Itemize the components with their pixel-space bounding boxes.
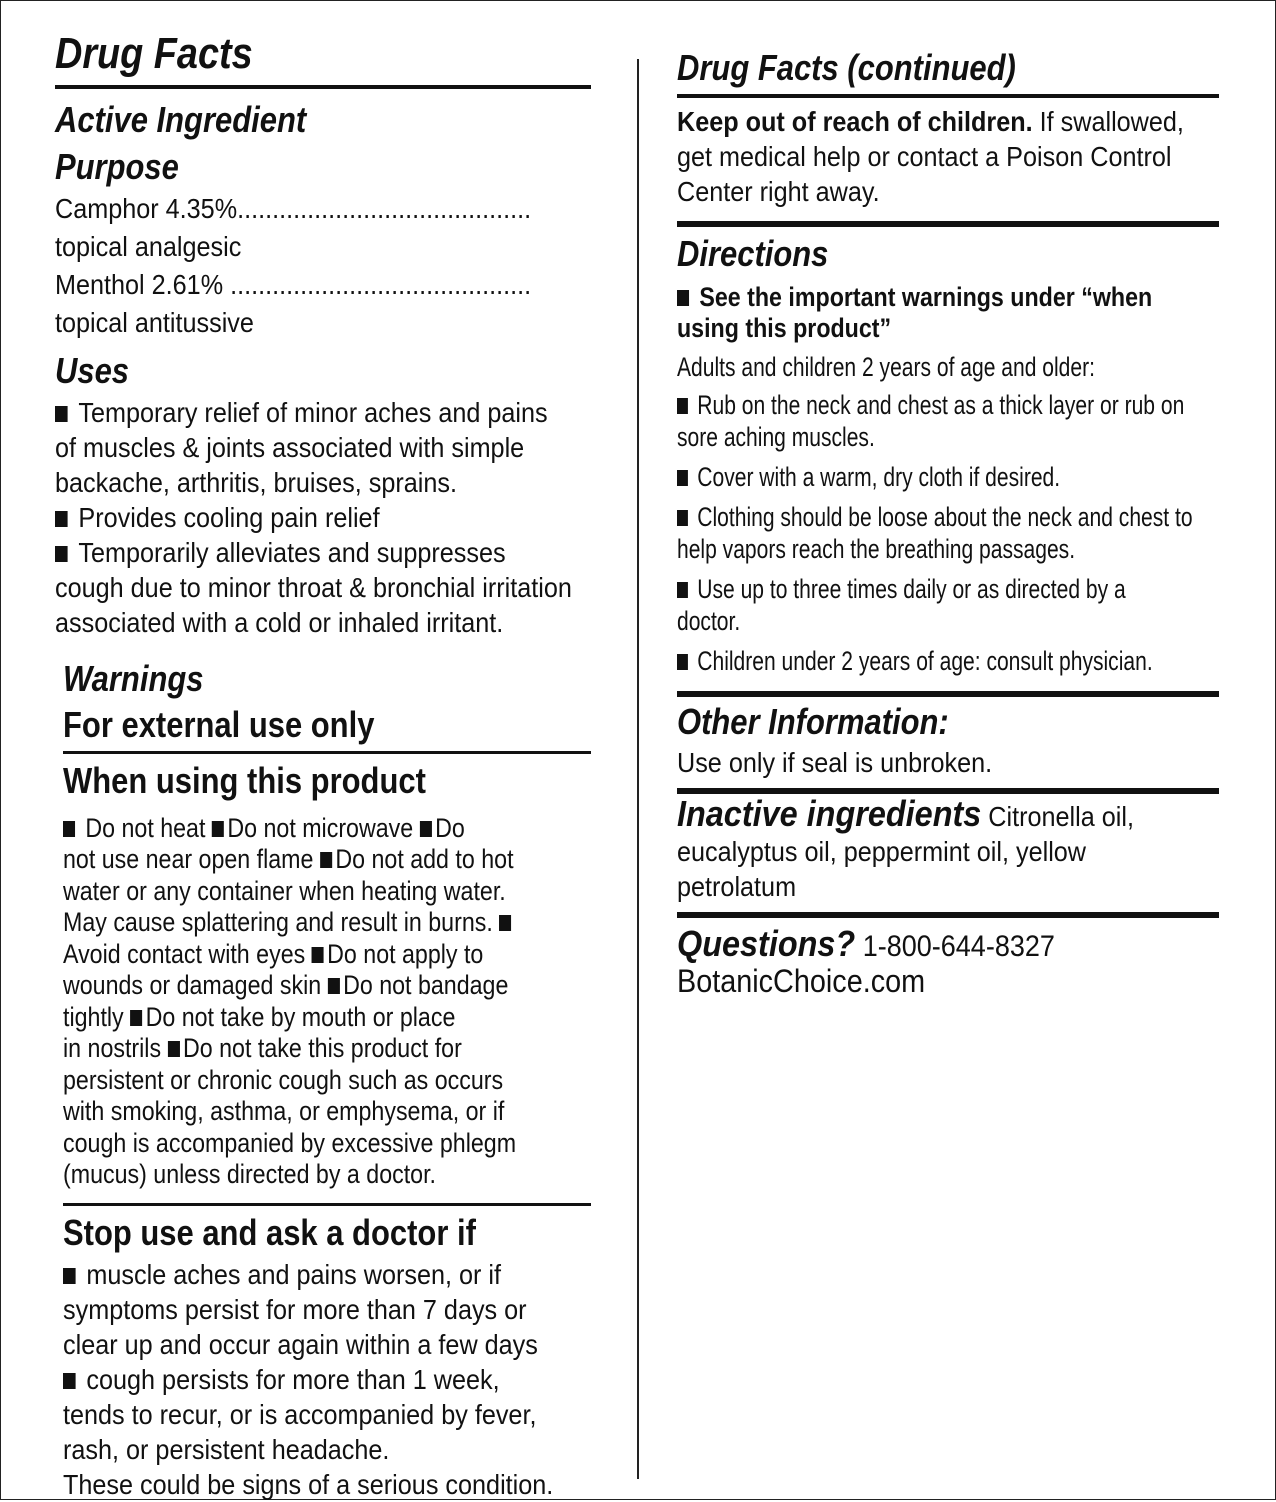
ingredient-list <box>55 191 591 340</box>
divider <box>677 221 1219 227</box>
list-item: doctor. <box>677 605 741 636</box>
list-item: with smoking, asthma, or emphysema, or if <box>63 1096 505 1127</box>
questions-section <box>677 923 1219 1000</box>
drug-facts-title: Drug Facts <box>55 29 253 78</box>
bullet-square-icon <box>63 821 75 837</box>
list-item: Provides cooling pain relief <box>55 500 537 535</box>
purpose-heading: Purpose <box>55 145 179 187</box>
list-item: Temporary relief of minor aches and pains <box>55 395 537 430</box>
external-use-heading: For external use only <box>63 704 375 746</box>
list-item: Temporarily alleviates and suppresses <box>55 535 537 570</box>
bullet-square-icon <box>55 511 68 527</box>
list-item: Avoid contact with eyes Do not apply to <box>63 938 484 969</box>
website[interactable]: BotanicChoice.com <box>677 963 926 1000</box>
stop-use-list <box>63 1257 591 1502</box>
list-item: tends to recur, or is accompanied by fever, <box>63 1398 537 1430</box>
inactive-line: eucalyptus oil, peppermint oil, yellow <box>677 836 1087 868</box>
divider <box>63 1203 591 1206</box>
bullet-square-icon <box>63 1373 76 1389</box>
ingredient-camphor: Camphor 4.35%.......................................... <box>55 192 532 224</box>
list-item: These could be signs of a serious condition. <box>63 1468 554 1500</box>
list-item: clear up and occur again within a few days <box>63 1328 538 1360</box>
list-item: Do not heat Do not microwave Do <box>63 813 517 845</box>
uses-list <box>55 395 591 640</box>
list-item: sore aching muscles. <box>677 421 875 452</box>
left-column <box>55 31 591 1502</box>
divider <box>55 85 591 89</box>
list-item: Use up to three times daily or as directed by a <box>677 573 1100 605</box>
list-item: backache, arthritis, bruises, sprains. <box>55 466 457 498</box>
drug-facts-continued-title: Drug Facts (continued) <box>677 47 1016 88</box>
bullet-square-icon <box>55 546 68 562</box>
directions-warning-line: See the important warnings under “when <box>677 282 1143 314</box>
list-item: rash, or persistent headache. <box>63 1433 390 1465</box>
bullet-square-icon <box>63 1268 76 1284</box>
bullet-square-icon <box>677 582 688 598</box>
list-item: in nostrils Do not take this product for <box>63 1033 462 1064</box>
bullet-square-icon <box>212 821 224 837</box>
divider <box>677 94 1219 98</box>
list-item: May cause splattering and result in burns. <box>63 907 517 939</box>
ingredient-menthol-purpose: topical antitussive <box>55 306 254 338</box>
bullet-square-icon <box>55 406 68 422</box>
bullet-square-icon <box>168 1041 180 1057</box>
inactive-line: Inactive ingredients Citronella oil, <box>677 793 1134 835</box>
list-item: not use near open flame Do not add to hot <box>63 844 514 875</box>
list-item: (mucus) unless directed by a doctor. <box>63 1159 436 1190</box>
warnings-heading: Warnings <box>63 657 204 699</box>
bullet-square-icon <box>130 1010 142 1026</box>
column-divider <box>637 59 639 1479</box>
list-item: cough is accompanied by excessive phlegm <box>63 1127 517 1158</box>
questions-line: Questions? 1-800-644-8327 <box>677 923 1055 965</box>
when-using-list <box>63 813 591 1191</box>
bullet-square-icon <box>677 398 688 414</box>
adults-line: Adults and children 2 years of age and older: <box>677 351 1095 382</box>
ingredient-camphor-purpose: topical analgesic <box>55 230 242 262</box>
right-column <box>677 45 1219 999</box>
stop-use-heading: Stop use and ask a doctor if <box>63 1211 476 1253</box>
list-item: cough persists for more than 1 week, <box>63 1362 538 1397</box>
list-item: cough due to minor throat & bronchial irritation <box>55 571 572 603</box>
keep-out-line: get medical help or contact a Poison Control <box>677 140 1172 172</box>
when-using-heading: When using this product <box>63 760 426 802</box>
inactive-section <box>677 793 1219 904</box>
bullet-square-icon <box>677 510 688 526</box>
bullet-square-icon <box>677 290 689 306</box>
bullet-square-icon <box>677 654 688 670</box>
list-item: tightly Do not take by mouth or place <box>63 1001 456 1032</box>
bullet-square-icon <box>320 852 332 868</box>
bullet-square-icon <box>499 915 511 931</box>
divider <box>677 691 1219 697</box>
other-info-text: Use only if seal is unbroken. <box>677 747 993 779</box>
directions-warning <box>677 282 1219 345</box>
directions-list <box>677 389 1219 677</box>
other-info-heading: Other Information: <box>677 700 949 742</box>
uses-heading: Uses <box>55 349 130 391</box>
list-item: associated with a cold or inhaled irritant. <box>55 606 504 638</box>
bullet-square-icon <box>420 821 432 837</box>
bullet-square-icon <box>312 947 324 963</box>
keep-out-line: Keep out of reach of children. If swallowed, <box>677 105 1184 137</box>
list-item: Rub on the neck and chest as a thick layer or rub on <box>677 389 1100 421</box>
list-item: muscle aches and pains worsen, or if <box>63 1257 538 1292</box>
divider <box>63 751 591 754</box>
directions-warning-line: using this product” <box>677 313 892 344</box>
list-item: of muscles & joints associated with simple <box>55 431 525 463</box>
list-item: Cover with a warm, dry cloth if desired. <box>677 461 1100 493</box>
divider <box>677 912 1219 918</box>
list-item: Children under 2 years of age: consult physician. <box>677 645 1100 677</box>
ingredient-menthol: Menthol 2.61% ........................................... <box>55 268 532 300</box>
list-item: persistent or chronic cough such as occurs <box>63 1064 504 1095</box>
inactive-line: petrolatum <box>677 871 797 903</box>
list-item: symptoms persist for more than 7 days or <box>63 1293 527 1325</box>
keep-out-section <box>677 104 1219 209</box>
list-item: Clothing should be loose about the neck and chest to <box>677 501 1100 533</box>
active-ingredient-heading: Active Ingredient <box>55 99 307 141</box>
list-item: help vapors reach the breathing passages. <box>677 533 1076 564</box>
bullet-square-icon <box>677 470 688 486</box>
list-item: water or any container when heating water. <box>63 875 506 906</box>
keep-out-line: Center right away. <box>677 175 880 207</box>
list-item: wounds or damaged skin Do not bandage <box>63 970 509 1001</box>
directions-heading: Directions <box>677 232 829 274</box>
bullet-square-icon <box>328 978 340 994</box>
